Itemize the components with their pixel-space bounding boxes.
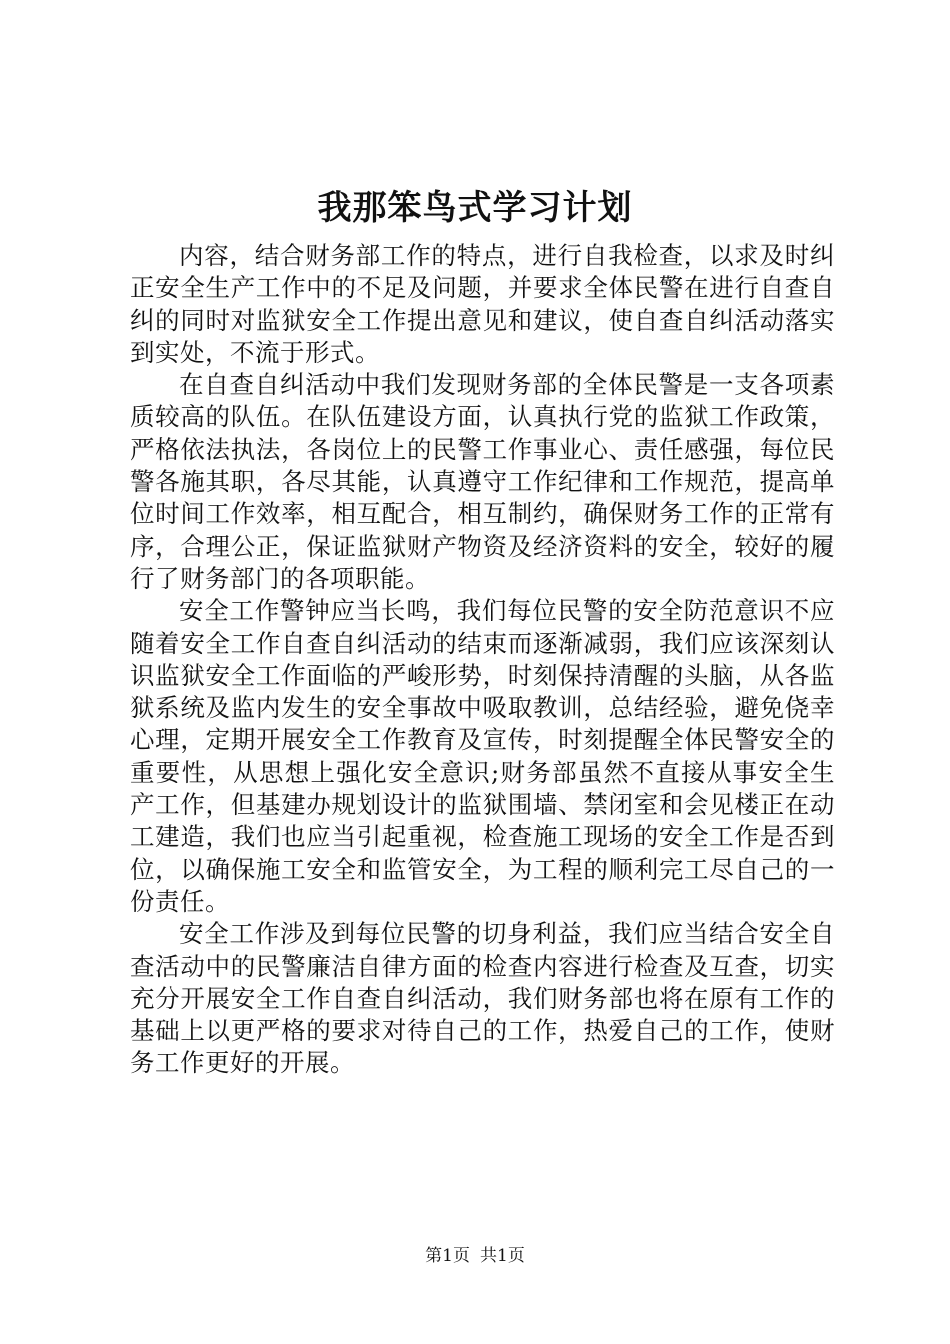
paragraph-3: 安全工作警钟应当长鸣，我们每位民警的安全防范意识不应随着安全工作自查自纠活动的结束而逐渐减弱，我们应该深刻认识监狱安全工作面临的严峻形势，时刻保持清醒的头脑，从各监狱系统及监内发生的安全事故中吸取教训，总结经验，避免侥幸心理，定期开展安全工作教育及宣传，时刻提醒全体民警安全的重要性，从思想上强化安全意识;财务部虽然不直接从事安全生产工作，但基建办规划设计的监狱围墙、禁闭室和会见楼正在动工建造，我们也应当引起重视，检查施工现场的安全工作是否到位，以确保施工安全和监管安全，为工程的顺利完工尽自己的一份责任。 xyxy=(130,596,835,916)
page-footer xyxy=(0,1244,950,1268)
paragraph-4: 安全工作涉及到每位民警的切身利益，我们应当结合安全自查活动中的民警廉洁自律方面的检查内容进行检查及互查，切实充分开展安全工作自查自纠活动，我们财务部也将在原有工作的基础上以更严格的要求对待自己的工作，热爱自己的工作，使财务工作更好的开展。 xyxy=(130,919,835,1078)
page-number-total: 共1页 xyxy=(480,1246,525,1266)
paragraph-2: 在自查自纠活动中我们发现财务部的全体民警是一支各项素质较高的队伍。在队伍建设方面，认真执行党的监狱工作政策，严格依法执法，各岗位上的民警工作事业心、责任感强，每位民警各施其职，各尽其能，认真遵守工作纪律和工作规范，提高单位时间工作效率，相互配合，相互制约，确保财务工作的正常有序，合理公正，保证监狱财产物资及经济资料的安全，较好的履行了财务部门的各项职能。 xyxy=(130,370,835,593)
document-title: 我那笨鸟式学习计划 xyxy=(317,188,633,228)
document-body xyxy=(130,240,835,1080)
paragraph-1: 内容，结合财务部工作的特点，进行自我检查，以求及时纠正安全生产工作中的不足及问题，并要求全体民警在进行自查自纠的同时对监狱安全工作提出意见和建议，使自查自纠活动落实到实处，不流于形式。 xyxy=(130,241,835,367)
page-number-current: 第1页 xyxy=(425,1246,470,1266)
